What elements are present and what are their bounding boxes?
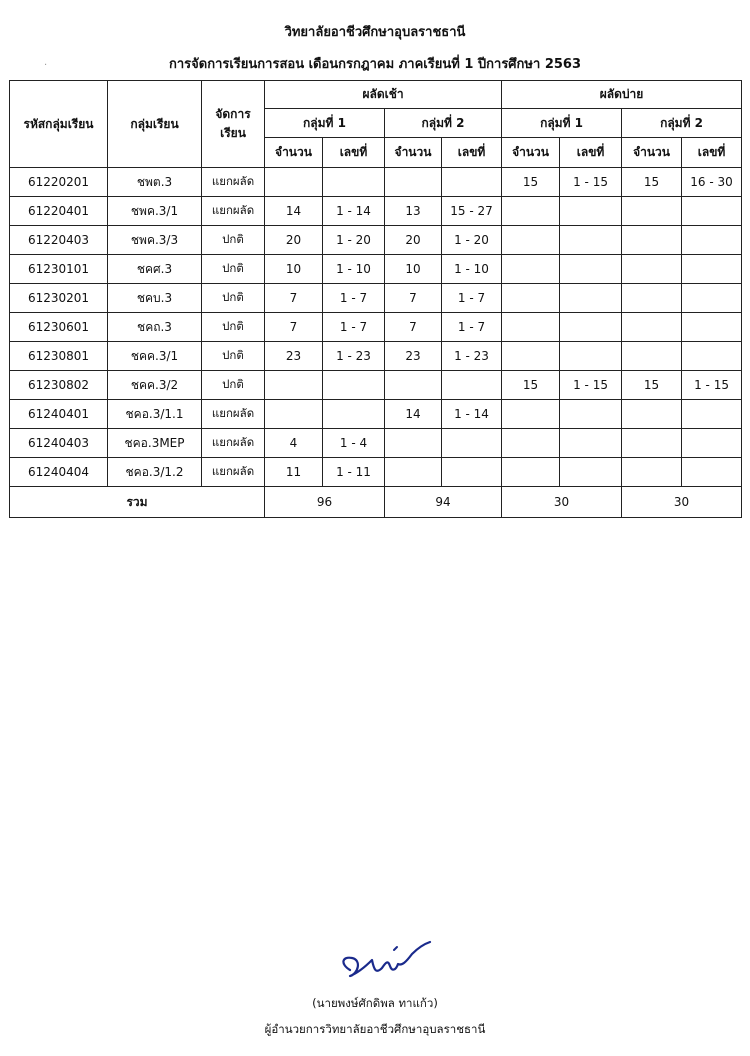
cell-morning-g2-number: 1 - 7 bbox=[442, 284, 502, 313]
cell-afternoon-g2-count: 15 bbox=[622, 371, 682, 400]
cell-morning-g1-number: 1 - 4 bbox=[323, 429, 385, 458]
cell-group: ชพค.3/1 bbox=[108, 197, 202, 226]
cell-morning-g1-count: 14 bbox=[265, 197, 323, 226]
cell-afternoon-g1-number bbox=[560, 313, 622, 342]
table-row bbox=[10, 371, 742, 400]
cell-morning-g2-count: 7 bbox=[385, 284, 442, 313]
cell-afternoon-g2-number bbox=[682, 226, 742, 255]
cell-afternoon-g1-number bbox=[560, 284, 622, 313]
cell-morning-g1-count: 7 bbox=[265, 284, 323, 313]
cell-morning-g2-number bbox=[442, 429, 502, 458]
cell-morning-g1-count: 20 bbox=[265, 226, 323, 255]
table-row bbox=[10, 313, 742, 342]
cell-arrangement: แยกผลัด bbox=[202, 168, 265, 197]
cell-arrangement: ปกติ bbox=[202, 313, 265, 342]
header-arrangement-line1: จัดการ bbox=[215, 107, 251, 121]
cell-afternoon-g1-count bbox=[502, 429, 560, 458]
cell-morning-g1-number bbox=[323, 400, 385, 429]
signatory-name: (นายพงษ์ศักดิพล ทาแก้ว) bbox=[312, 996, 438, 1010]
cell-afternoon-g2-number: 1 - 15 bbox=[682, 371, 742, 400]
header-count: จำนวน bbox=[385, 138, 442, 168]
cell-afternoon-g2-number bbox=[682, 255, 742, 284]
cell-morning-g2-count: 14 bbox=[385, 400, 442, 429]
header-morning-group2: กลุ่มที่ 2 bbox=[385, 109, 502, 138]
signature-image bbox=[336, 940, 436, 988]
cell-afternoon-g1-number bbox=[560, 226, 622, 255]
cell-afternoon-g2-count bbox=[622, 429, 682, 458]
table-row bbox=[10, 342, 742, 371]
cell-morning-g1-number: 1 - 23 bbox=[323, 342, 385, 371]
cell-afternoon-g1-number bbox=[560, 255, 622, 284]
cell-morning-g1-count: 11 bbox=[265, 458, 323, 487]
cell-code: 61230601 bbox=[10, 313, 108, 342]
cell-group: ชคอ.3/1.2 bbox=[108, 458, 202, 487]
total-row bbox=[10, 487, 742, 518]
document-subtitle: การจัดการเรียนการสอน เดือนกรกฎาคม ภาคเรียนที่ 1 ปีการศึกษา 2563 bbox=[169, 57, 581, 72]
table-body bbox=[10, 168, 742, 487]
cell-group: ชคถ.3 bbox=[108, 313, 202, 342]
header-count: จำนวน bbox=[622, 138, 682, 168]
cell-morning-g1-number: 1 - 11 bbox=[323, 458, 385, 487]
cell-code: 61230802 bbox=[10, 371, 108, 400]
cell-arrangement: แยกผลัด bbox=[202, 458, 265, 487]
cell-code: 61240403 bbox=[10, 429, 108, 458]
cell-afternoon-g2-number bbox=[682, 284, 742, 313]
cell-afternoon-g2-count bbox=[622, 284, 682, 313]
cell-group: ชคค.3/2 bbox=[108, 371, 202, 400]
cell-code: 61220401 bbox=[10, 197, 108, 226]
cell-morning-g2-count bbox=[385, 458, 442, 487]
header-arrangement bbox=[202, 81, 265, 168]
cell-afternoon-g2-count bbox=[622, 400, 682, 429]
cell-code: 61220403 bbox=[10, 226, 108, 255]
cell-group: ชคอ.3MEP bbox=[108, 429, 202, 458]
cell-morning-g1-number: 1 - 7 bbox=[323, 284, 385, 313]
cell-afternoon-g2-count bbox=[622, 458, 682, 487]
cell-morning-g2-count bbox=[385, 371, 442, 400]
cell-group: ชคค.3/1 bbox=[108, 342, 202, 371]
table-row bbox=[10, 429, 742, 458]
cell-morning-g2-count: 13 bbox=[385, 197, 442, 226]
cell-arrangement: ปกติ bbox=[202, 226, 265, 255]
cell-morning-g1-number: 1 - 14 bbox=[323, 197, 385, 226]
cell-morning-g2-number: 1 - 20 bbox=[442, 226, 502, 255]
cell-morning-g1-number bbox=[323, 371, 385, 400]
cell-arrangement: แยกผลัด bbox=[202, 429, 265, 458]
cell-afternoon-g1-number bbox=[560, 458, 622, 487]
cell-morning-g1-count: 10 bbox=[265, 255, 323, 284]
total-afternoon-group1: 30 bbox=[502, 487, 622, 518]
cell-morning-g2-count bbox=[385, 168, 442, 197]
cell-afternoon-g2-count bbox=[622, 255, 682, 284]
cell-group: ชคอ.3/1.1 bbox=[108, 400, 202, 429]
cell-morning-g2-number bbox=[442, 458, 502, 487]
cell-morning-g2-number bbox=[442, 371, 502, 400]
cell-arrangement: แยกผลัด bbox=[202, 400, 265, 429]
cell-morning-g2-number: 1 - 7 bbox=[442, 313, 502, 342]
cell-morning-g2-count: 23 bbox=[385, 342, 442, 371]
cell-afternoon-g1-count bbox=[502, 313, 560, 342]
table-row bbox=[10, 284, 742, 313]
cell-afternoon-g1-count bbox=[502, 197, 560, 226]
total-morning-group1: 96 bbox=[265, 487, 385, 518]
total-morning-group2: 94 bbox=[385, 487, 502, 518]
cell-afternoon-g1-count bbox=[502, 400, 560, 429]
cell-afternoon-g2-number bbox=[682, 197, 742, 226]
cell-morning-g1-number: 1 - 20 bbox=[323, 226, 385, 255]
header-group: กลุ่มเรียน bbox=[108, 81, 202, 168]
cell-arrangement: ปกติ bbox=[202, 371, 265, 400]
table-row bbox=[10, 458, 742, 487]
cell-morning-g1-number: 1 - 7 bbox=[323, 313, 385, 342]
cell-group: ชพค.3/3 bbox=[108, 226, 202, 255]
table-row bbox=[10, 226, 742, 255]
cell-morning-g2-number bbox=[442, 168, 502, 197]
cell-afternoon-g1-number bbox=[560, 197, 622, 226]
cell-afternoon-g2-number bbox=[682, 429, 742, 458]
cell-afternoon-g2-number bbox=[682, 458, 742, 487]
header-morning-shift: ผลัดเช้า bbox=[265, 81, 502, 109]
table-row bbox=[10, 197, 742, 226]
cell-afternoon-g1-count: 15 bbox=[502, 371, 560, 400]
header-number: เลขที่ bbox=[442, 138, 502, 168]
header-afternoon-shift: ผลัดบ่าย bbox=[502, 81, 742, 109]
header-afternoon-group1: กลุ่มที่ 1 bbox=[502, 109, 622, 138]
header-number: เลขที่ bbox=[323, 138, 385, 168]
cell-arrangement: ปกติ bbox=[202, 255, 265, 284]
cell-morning-g1-number bbox=[323, 168, 385, 197]
cell-code: 61220201 bbox=[10, 168, 108, 197]
cell-code: 61230101 bbox=[10, 255, 108, 284]
cell-afternoon-g1-count bbox=[502, 226, 560, 255]
cell-morning-g2-number: 15 - 27 bbox=[442, 197, 502, 226]
cell-code: 61230801 bbox=[10, 342, 108, 371]
cell-afternoon-g2-number bbox=[682, 400, 742, 429]
total-afternoon-group2: 30 bbox=[622, 487, 742, 518]
cell-morning-g1-number: 1 - 10 bbox=[323, 255, 385, 284]
cell-afternoon-g2-number: 16 - 30 bbox=[682, 168, 742, 197]
scan-speck: · bbox=[44, 60, 48, 71]
header-count: จำนวน bbox=[502, 138, 560, 168]
cell-afternoon-g2-count bbox=[622, 342, 682, 371]
cell-code: 61230201 bbox=[10, 284, 108, 313]
cell-morning-g2-number: 1 - 10 bbox=[442, 255, 502, 284]
cell-group: ชคศ.3 bbox=[108, 255, 202, 284]
cell-afternoon-g2-number bbox=[682, 342, 742, 371]
cell-code: 61240401 bbox=[10, 400, 108, 429]
cell-afternoon-g1-number: 1 - 15 bbox=[560, 371, 622, 400]
cell-morning-g1-count bbox=[265, 371, 323, 400]
cell-morning-g1-count: 7 bbox=[265, 313, 323, 342]
cell-code: 61240404 bbox=[10, 458, 108, 487]
cell-afternoon-g1-count bbox=[502, 284, 560, 313]
cell-afternoon-g2-number bbox=[682, 313, 742, 342]
header-afternoon-group2: กลุ่มที่ 2 bbox=[622, 109, 742, 138]
cell-morning-g2-count: 10 bbox=[385, 255, 442, 284]
cell-afternoon-g1-number bbox=[560, 429, 622, 458]
cell-morning-g2-count: 20 bbox=[385, 226, 442, 255]
table-row bbox=[10, 168, 742, 197]
cell-morning-g2-count bbox=[385, 429, 442, 458]
cell-afternoon-g1-number bbox=[560, 342, 622, 371]
header-number: เลขที่ bbox=[682, 138, 742, 168]
cell-afternoon-g1-number bbox=[560, 400, 622, 429]
header-arrangement-line2: เรียน bbox=[220, 126, 246, 140]
cell-afternoon-g2-count bbox=[622, 226, 682, 255]
cell-afternoon-g1-count: 15 bbox=[502, 168, 560, 197]
total-label: รวม bbox=[10, 487, 265, 518]
header-count: จำนวน bbox=[265, 138, 323, 168]
header-morning-group1: กลุ่มที่ 1 bbox=[265, 109, 385, 138]
cell-morning-g2-number: 1 - 23 bbox=[442, 342, 502, 371]
schedule-table bbox=[9, 80, 742, 518]
cell-arrangement: ปกติ bbox=[202, 284, 265, 313]
table-row bbox=[10, 400, 742, 429]
cell-afternoon-g2-count: 15 bbox=[622, 168, 682, 197]
cell-morning-g1-count bbox=[265, 400, 323, 429]
header-number: เลขที่ bbox=[560, 138, 622, 168]
cell-afternoon-g1-number: 1 - 15 bbox=[560, 168, 622, 197]
cell-morning-g1-count bbox=[265, 168, 323, 197]
cell-group: ชพต.3 bbox=[108, 168, 202, 197]
cell-arrangement: ปกติ bbox=[202, 342, 265, 371]
cell-morning-g1-count: 23 bbox=[265, 342, 323, 371]
cell-morning-g2-count: 7 bbox=[385, 313, 442, 342]
header-code: รหัสกลุ่มเรียน bbox=[10, 81, 108, 168]
table-row bbox=[10, 255, 742, 284]
cell-afternoon-g2-count bbox=[622, 197, 682, 226]
cell-afternoon-g1-count bbox=[502, 255, 560, 284]
cell-afternoon-g2-count bbox=[622, 313, 682, 342]
cell-morning-g2-number: 1 - 14 bbox=[442, 400, 502, 429]
signatory-position: ผู้อำนวยการวิทยาลัยอาชีวศึกษาอุบลราชธานี bbox=[264, 1022, 486, 1036]
cell-afternoon-g1-count bbox=[502, 458, 560, 487]
document-title: วิทยาลัยอาชีวศึกษาอุบลราชธานี bbox=[284, 25, 466, 40]
cell-morning-g1-count: 4 bbox=[265, 429, 323, 458]
cell-arrangement: แยกผลัด bbox=[202, 197, 265, 226]
cell-group: ชคบ.3 bbox=[108, 284, 202, 313]
cell-afternoon-g1-count bbox=[502, 342, 560, 371]
